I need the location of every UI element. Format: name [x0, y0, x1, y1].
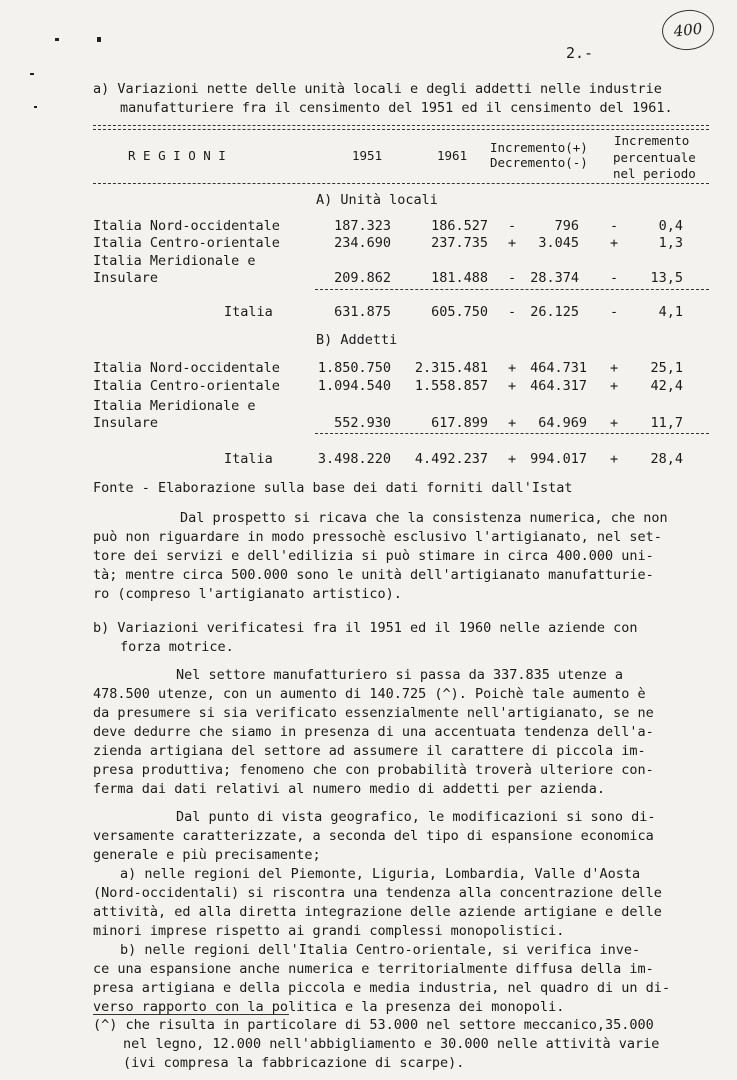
value-1961: 237.735	[431, 235, 488, 251]
value-1961: 605.750	[431, 304, 488, 320]
value-1961: 181.488	[431, 270, 488, 286]
perc-value: 1,3	[658, 235, 683, 251]
footnote-line: nel legno, 12.000 nell'abbigliamento e 30.000 nelle attività varie	[123, 1036, 660, 1052]
perc-value: 25,1	[650, 360, 683, 376]
paragraph-line: ce una espansione anche numerica e territorialmente diffusa della im-	[93, 961, 654, 977]
value-1951: 1.094.540	[317, 378, 391, 394]
archive-number-stamp: 400	[660, 7, 716, 52]
value-1951: 187.323	[334, 218, 391, 234]
section-b-title: b) Variazioni verificatesi fra il 1951 ed il 1960 nelle aziende con	[93, 620, 638, 636]
diff-sign: +	[508, 360, 517, 376]
value-1951: 631.875	[334, 304, 391, 320]
header-1961: 1961	[437, 148, 468, 163]
perc-value: 42,4	[650, 378, 683, 394]
value-1961: 186.527	[431, 218, 488, 234]
paragraph-line: versamente caratterizzate, a seconda del tipo di espansione economica	[93, 828, 654, 844]
paragraph-line: Dal punto di vista geografico, le modificazioni si sono di-	[176, 809, 656, 825]
perc-value: 11,7	[650, 415, 683, 431]
paragraph-line: 478.500 utenze, con un aumento di 140.725 (^). Poichè tale aumento è	[93, 686, 646, 702]
header-rule	[93, 183, 709, 184]
perc-sign: +	[610, 235, 619, 251]
perc-sign: +	[610, 378, 619, 394]
diff-sign: +	[508, 415, 517, 431]
paragraph-line: zienda artigiana del settore ad assumere il carattere di piccola im-	[93, 743, 646, 759]
paragraph-line: generale e più precisamente;	[93, 847, 321, 863]
total-label: Italia	[224, 304, 273, 320]
header-decremento: Decremento(-)	[490, 155, 588, 170]
header-perc-1: Incremento	[614, 133, 690, 148]
perc-sign: +	[610, 360, 619, 376]
header-regioni: R E G I O N I	[128, 148, 226, 163]
region-cont: Insulare	[93, 270, 159, 286]
header-perc-3: nel periodo	[613, 166, 696, 181]
section-a-title: a) Variazioni nette delle unità locali e degli addetti nelle industrie	[93, 81, 662, 97]
diff-value: 796	[554, 218, 579, 234]
section-b-title-cont: forza motrice.	[120, 639, 234, 655]
value-1961: 617.899	[431, 415, 488, 431]
source-note: Fonte - Elaborazione sulla base dei dati forniti dall'Istat	[93, 480, 573, 496]
header-1951: 1951	[352, 148, 383, 163]
diff-value: 26.125	[530, 304, 579, 320]
perc-value: 0,4	[658, 218, 683, 234]
paragraph-line: ro (compreso l'artigianato artistico).	[93, 586, 402, 602]
perc-value: 28,4	[650, 451, 683, 467]
margin-mark	[30, 73, 34, 75]
region: Italia Centro-orientale	[93, 235, 280, 251]
value-1961: 4.492.237	[414, 451, 488, 467]
perc-sign: -	[610, 218, 619, 234]
header-perc-2: percentuale	[613, 150, 696, 165]
footnote-line: (ivi compresa la fabbricazione di scarpe).	[123, 1055, 465, 1071]
diff-sign: -	[508, 218, 517, 234]
margin-mark	[34, 106, 37, 108]
value-1951: 234.690	[334, 235, 391, 251]
paragraph-line: attività, ed alla diretta integrazione delle aziende artigiane e delle	[93, 904, 662, 920]
paragraph-line: b) nelle regioni dell'Italia Centro-orientale, si verifica inve-	[120, 942, 641, 958]
perc-sign: -	[610, 270, 619, 286]
paragraph-line: può non riguardare in modo pressochè esclusivo l'artigianato, nel set-	[93, 529, 662, 545]
paragraph-line: Dal prospetto si ricava che la consistenza numerica, che non	[180, 510, 668, 526]
paragraph-line: ferma dai dati relativi al numero medio di addetti per azienda.	[93, 781, 606, 797]
paragraph-line: deve dedurre che siamo in presenza di una accentuata tendenza dell'a-	[93, 724, 654, 740]
paragraph-line: presa produttiva; fenomeno che con probabilità troverà ulteriore con-	[93, 762, 654, 778]
diff-sign: +	[508, 451, 517, 467]
diff-sign: -	[508, 270, 517, 286]
value-1951: 3.498.220	[317, 451, 391, 467]
diff-value: 464.317	[530, 378, 587, 394]
diff-sign: -	[508, 304, 517, 320]
paragraph-line: verso rapporto con la politica e la presenza dei monopoli.	[93, 999, 565, 1015]
perc-sign: +	[610, 415, 619, 431]
paragraph-line: (Nord-occidentali) si riscontra una tendenza alla concentrazione delle	[93, 885, 662, 901]
region: Italia Meridionale e	[93, 253, 256, 269]
diff-value: 464.731	[530, 360, 587, 376]
diff-value: 994.017	[530, 451, 587, 467]
paragraph-line: minori imprese rispetto ai grandi complessi monopolistici.	[93, 923, 565, 939]
paragraph-line: Nel settore manufatturiero si passa da 337.835 utenze a	[176, 667, 624, 683]
region: Italia Nord-occidentale	[93, 218, 280, 234]
paragraph-line: a) nelle regioni del Piemonte, Liguria, Lombardia, Valle d'Aosta	[120, 866, 641, 882]
diff-sign: +	[508, 235, 517, 251]
value-1961: 2.315.481	[414, 360, 488, 376]
paragraph-line: presa artigiana e della piccola e media industria, nel quadro di un di-	[93, 980, 671, 996]
value-1961: 1.558.857	[414, 378, 488, 394]
region-cont: Insulare	[93, 415, 159, 431]
paragraph-line: tà; mentre circa 500.000 sono le unità dell'artigianato manufatturie-	[93, 567, 654, 583]
group-b-label: B) Addetti	[316, 332, 398, 348]
diff-value: 28.374	[530, 270, 579, 286]
page-number: 2.-	[566, 44, 594, 62]
paragraph-line: da presumere si sia verificato essenzialmente nell'artigianato, se ne	[93, 705, 654, 721]
diff-value: 64.969	[538, 415, 587, 431]
margin-mark	[97, 37, 101, 42]
total-label: Italia	[224, 451, 273, 467]
diff-sign: +	[508, 378, 517, 394]
value-1951: 1.850.750	[317, 360, 391, 376]
header-incremento: Incremento(+)	[490, 140, 588, 155]
perc-sign: +	[610, 451, 619, 467]
value-1951: 552.930	[334, 415, 391, 431]
perc-sign: -	[610, 304, 619, 320]
diff-value: 3.045	[538, 235, 579, 251]
subtotal-rule	[315, 289, 709, 290]
table-top-rule	[93, 125, 709, 130]
region: Italia Centro-orientale	[93, 378, 280, 394]
margin-mark	[55, 38, 59, 41]
section-a-title-cont: manufatturiere fra il censimento del 1951 ed il censimento del 1961.	[120, 100, 673, 116]
perc-value: 13,5	[650, 270, 683, 286]
group-a-label: A) Unità locali	[316, 192, 438, 208]
subtotal-rule	[315, 433, 709, 434]
value-1951: 209.862	[334, 270, 391, 286]
footnote-line: (^) che risulta in particolare di 53.000 nel settore meccanico,35.000	[93, 1017, 654, 1033]
perc-value: 4,1	[658, 304, 683, 320]
region: Italia Meridionale e	[93, 398, 256, 414]
region: Italia Nord-occidentale	[93, 360, 280, 376]
paragraph-line: tore dei servizi e dell'edilizia si può stimare in circa 400.000 uni-	[93, 548, 654, 564]
